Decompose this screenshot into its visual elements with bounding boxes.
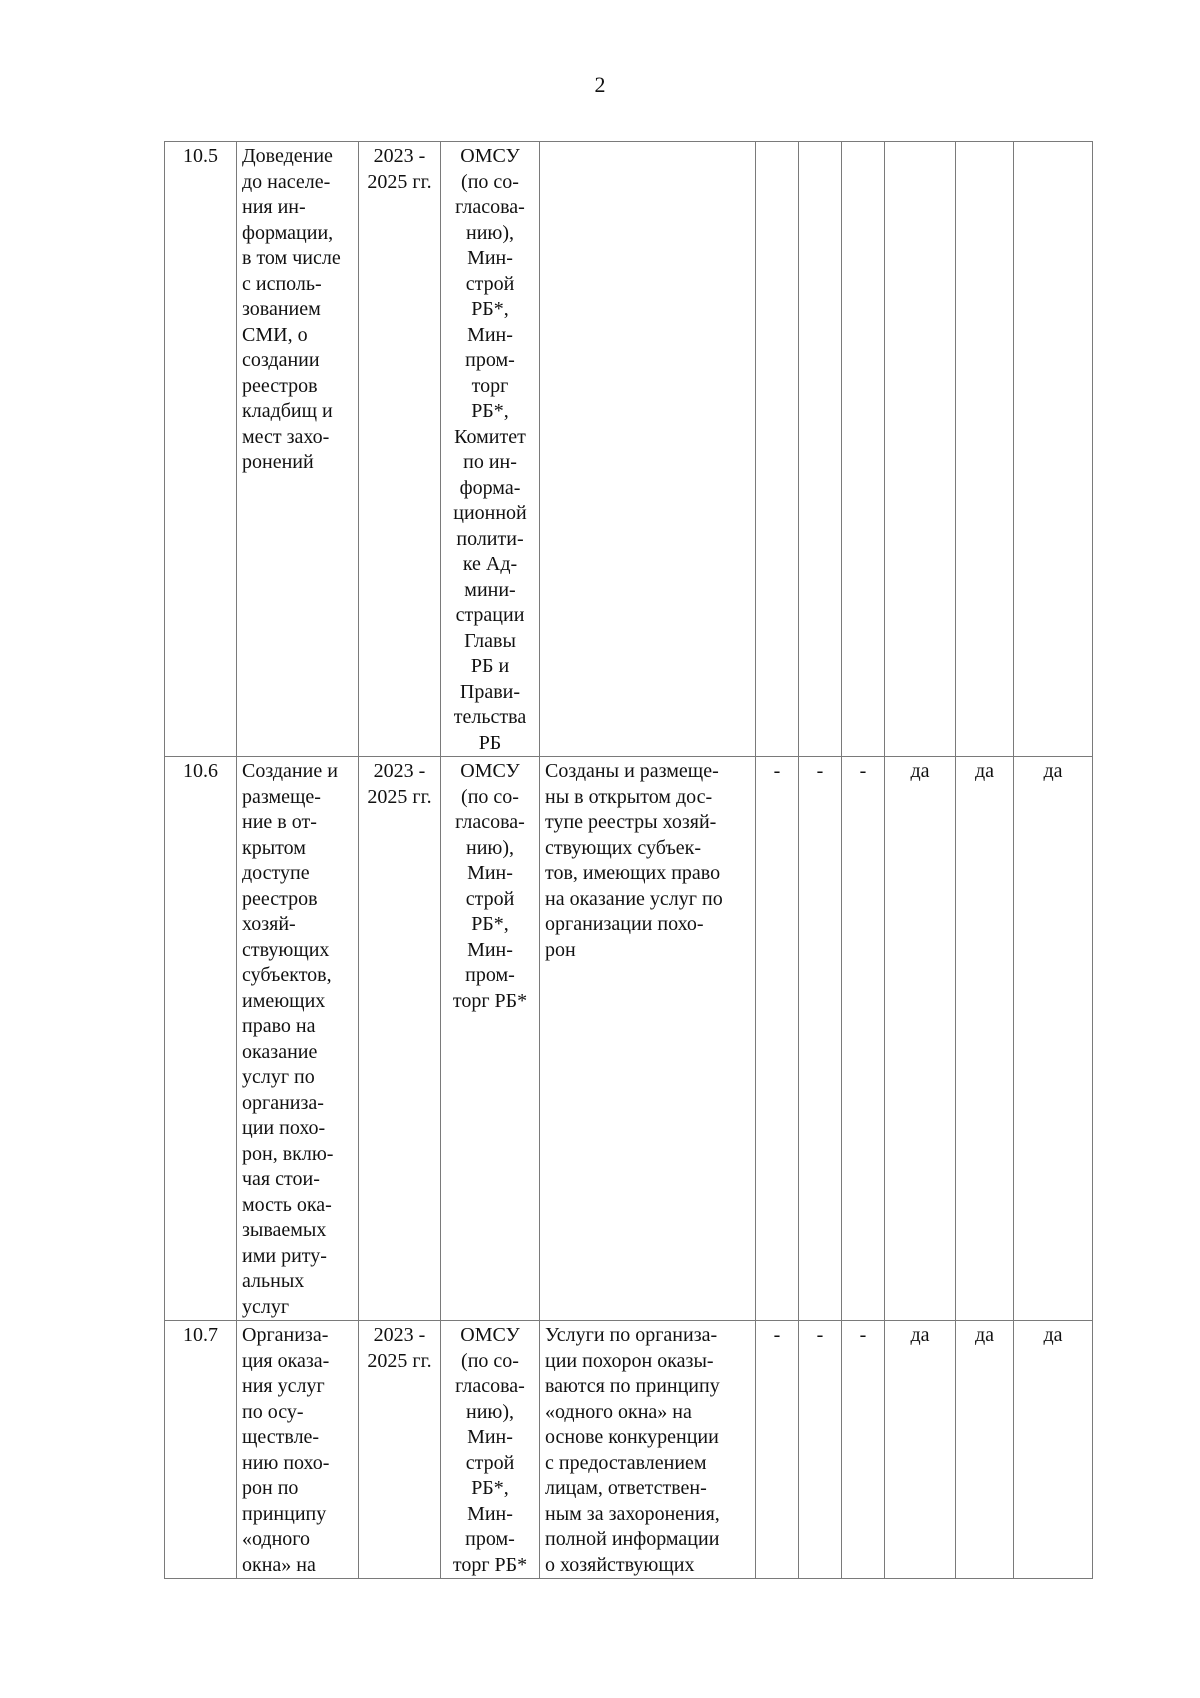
row-number: 10.6 — [165, 757, 237, 1321]
indicator-value: да — [1014, 757, 1093, 1321]
indicator-value: - — [799, 1321, 842, 1579]
indicator-value — [799, 142, 842, 757]
expected-result — [540, 142, 756, 757]
indicator-value — [956, 142, 1014, 757]
indicator-value: да — [885, 757, 956, 1321]
indicator-value — [756, 142, 799, 757]
indicator-value: да — [956, 757, 1014, 1321]
responsible-executors: ОМСУ (по со- гласова- нию), Мин- строй РБ*, Мин- пром- торг РБ* — [441, 1321, 540, 1579]
indicator-value: да — [956, 1321, 1014, 1579]
table-row — [165, 142, 1093, 757]
indicator-value: да — [1014, 1321, 1093, 1579]
measure-name: Создание и размеще- ние в от- крытом доступе реестров хозяй- ствующих субъектов, имеющих право на оказание услуг по организа- ции похо- рон, вклю- чая стои- мость ока- зываемых ими риту- альных услуг — [237, 757, 359, 1321]
expected-result: Услуги по организа- ции похорон оказы- ваются по принципу «одного окна» на основе конкуренции с предоставлением лицам, ответствен- ным за захоронения, полной информации о хозяйствующих — [540, 1321, 756, 1579]
indicator-value — [885, 142, 956, 757]
implementation-period: 2023 - 2025 гг. — [359, 142, 441, 757]
measure-name: Доведение до населе- ния ин- формации, в том числе с исполь- зованием СМИ, о создании реестров кладбищ и мест захо- ронений — [237, 142, 359, 757]
indicator-value — [842, 142, 885, 757]
measures-table — [164, 141, 1093, 1579]
table-row — [165, 757, 1093, 1321]
row-number: 10.5 — [165, 142, 237, 757]
indicator-value: - — [799, 757, 842, 1321]
responsible-executors: ОМСУ (по со- гласова- нию), Мин- строй РБ*, Мин- пром- торг РБ*, Комитет по ин- форма- ционной полити- ке Ад- мини- страции Главы РБ и Прави- тельства РБ — [441, 142, 540, 757]
indicator-value: - — [842, 757, 885, 1321]
indicator-value: - — [842, 1321, 885, 1579]
indicator-value: да — [885, 1321, 956, 1579]
table-row — [165, 1321, 1093, 1579]
responsible-executors: ОМСУ (по со- гласова- нию), Мин- строй РБ*, Мин- пром- торг РБ* — [441, 757, 540, 1321]
implementation-period: 2023 - 2025 гг. — [359, 1321, 441, 1579]
implementation-period: 2023 - 2025 гг. — [359, 757, 441, 1321]
expected-result: Созданы и размеще- ны в открытом дос- тупе реестры хозяй- ствующих субъек- тов, имеющих право на оказание услуг по организации похо- рон — [540, 757, 756, 1321]
row-number: 10.7 — [165, 1321, 237, 1579]
indicator-value: - — [756, 1321, 799, 1579]
page-number: 2 — [594, 72, 606, 97]
measure-name: Организа- ция оказа- ния услуг по осу- ществле- нию похо- рон по принципу «одного окна» на — [237, 1321, 359, 1579]
indicator-value: - — [756, 757, 799, 1321]
indicator-value — [1014, 142, 1093, 757]
